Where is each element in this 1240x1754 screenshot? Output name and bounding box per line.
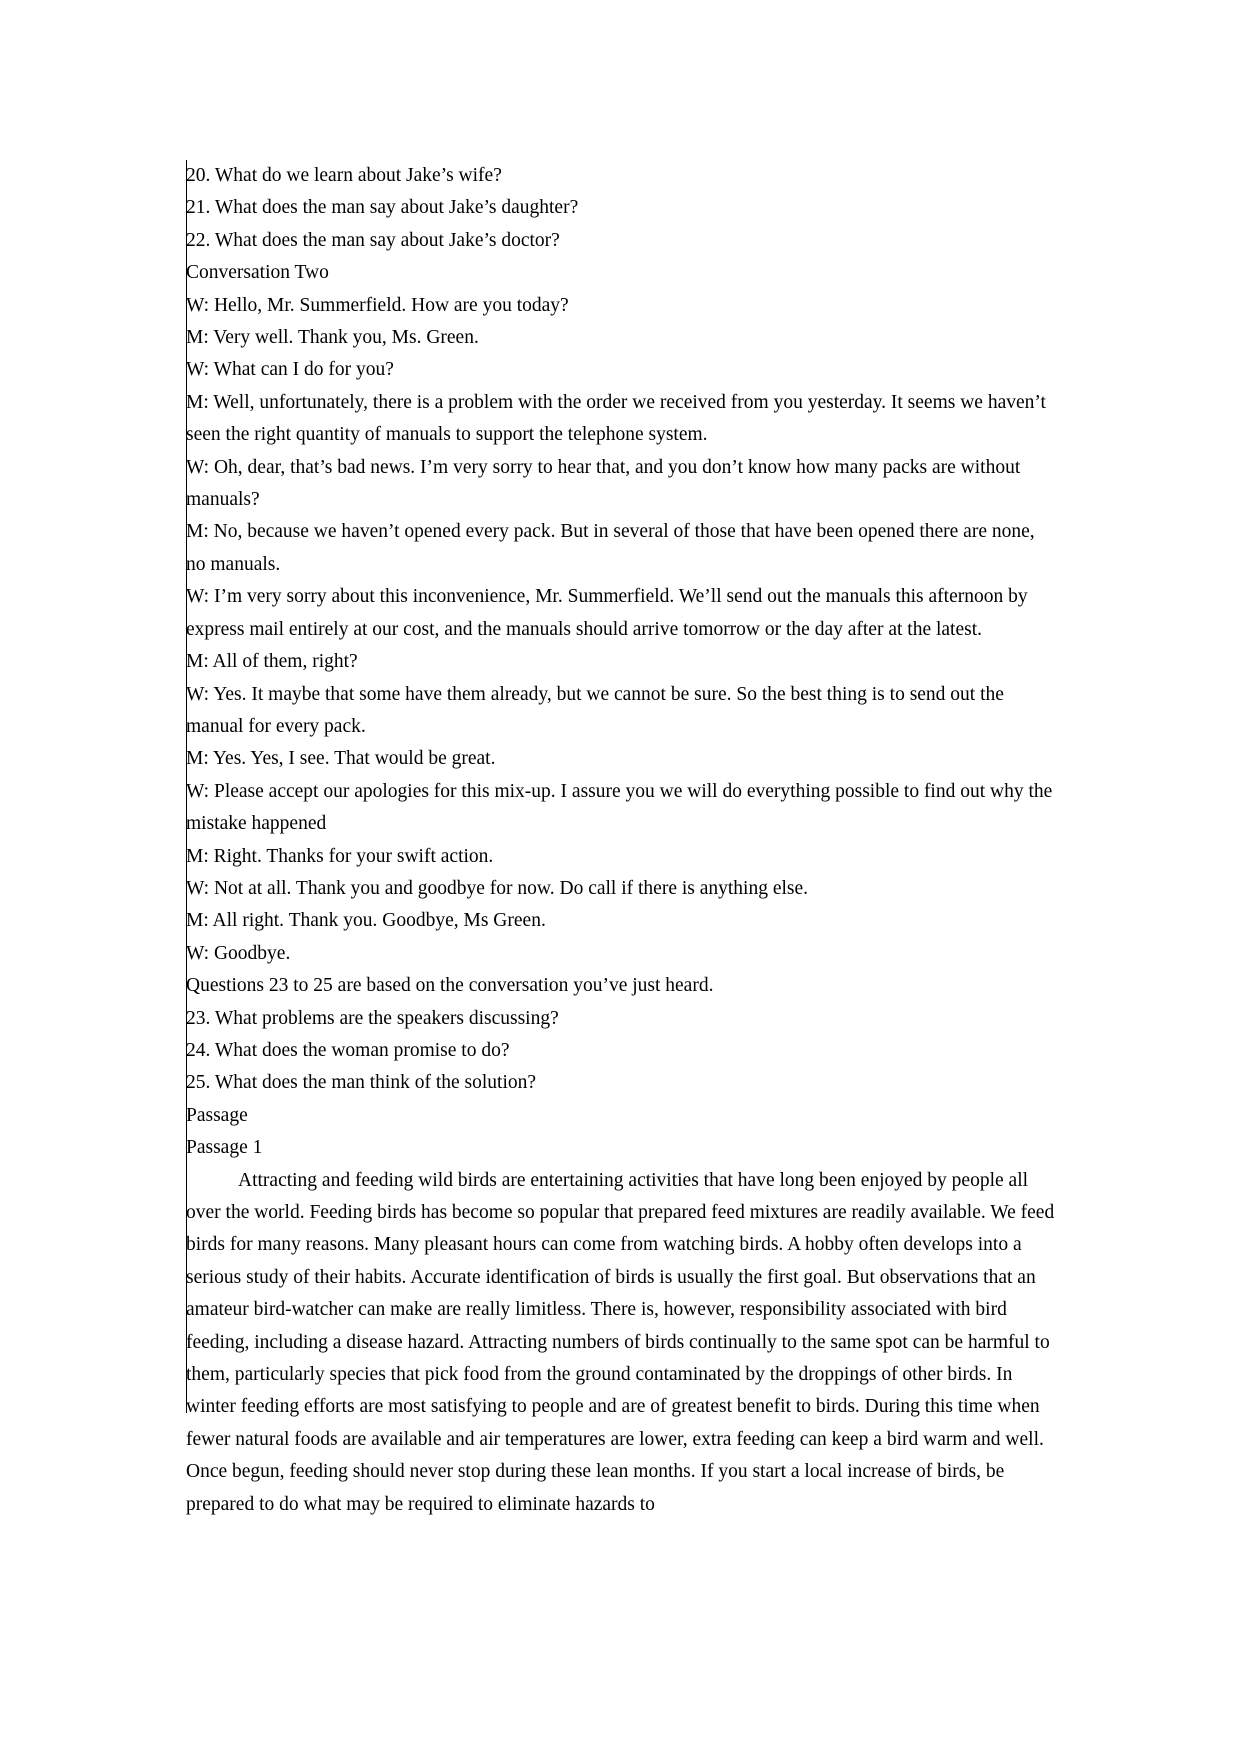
passage-paragraph: Attracting and feeding wild birds are entertaining activities that have long been enjoyed by people all over the world. Feeding birds has become so popular that prepared feed mixtures are readily available. We feed birds for many reasons. Many pleasant hours can come from watching birds. A hobby often develops into a serious study of their habits. Accurate identification of birds is usually the first goal. But observations that an amateur bird-watcher can make are really limitless. There is, however, responsibility associated with bird feeding, including a disease hazard. Attracting numbers of birds continually to the same spot can be harmful to them, particularly species that pick food from the ground contaminated by the droppings of other birds. In winter feeding efforts are most satisfying to people and are of greatest benefit to birds. During this time when fewer natural foods are available and air temperatures are lower, extra feeding can keep a bird warm and well. Once begun, feeding should never stop during these lean months. If you start a local increase of birds, be prepared to do what may be required to eliminate hazards to [186, 1169, 1055, 1515]
transcript-line: W: Yes. It maybe that some have them already, but we cannot be sure. So the best thing is to send out the manual for every pack. [186, 683, 1004, 737]
document-body [186, 160, 1058, 1521]
transcript-line: W: Please accept our apologies for this mix-up. I assure you we will do everything possible to find out why the mistake happened [186, 780, 1053, 835]
transcript-line: 22. What does the man say about Jake’s doctor? [186, 229, 560, 251]
transcript-line: W: Hello, Mr. Summerfield. How are you today? [186, 294, 569, 316]
transcript-line: M: Right. Thanks for your swift action. [186, 845, 494, 867]
transcript-line: M: All right. Thank you. Goodbye, Ms Green. [186, 910, 546, 932]
transcript-line: W: I’m very sorry about this inconvenience, Mr. Summerfield. We’ll send out the manuals this afternoon by express mail entirely at our cost, and the manuals should arrive tomorrow or the day after at the latest. [186, 586, 1028, 640]
section-heading-passage: Passage [186, 1104, 248, 1126]
transcript-line: W: Oh, dear, that’s bad news. I’m very sorry to hear that, and you don’t know how many packs are without manuals? [186, 456, 1021, 511]
transcript-line: W: Not at all. Thank you and goodbye for now. Do call if there is anything else. [186, 877, 809, 899]
transcript-line: 25. What does the man think of the solution? [186, 1072, 537, 1094]
transcript-line: M: Yes. Yes, I see. That would be great. [186, 748, 496, 770]
transcript-line: W: What can I do for you? [186, 359, 394, 381]
transcript-line: M: All of them, right? [186, 651, 358, 673]
transcript-line: M: Very well. Thank you, Ms. Green. [186, 327, 479, 349]
questions-instruction: Questions 23 to 25 are based on the conversation you’ve just heard. [186, 975, 714, 997]
transcript-line: 20. What do we learn about Jake’s wife? [186, 165, 502, 186]
transcript-line: 24. What does the woman promise to do? [186, 1039, 510, 1061]
section-heading-passage-one: Passage 1 [186, 1137, 263, 1159]
transcript-lines [186, 160, 1058, 1165]
transcript-line: 21. What does the man say about Jake’s daughter? [186, 197, 579, 219]
transcript-line: M: No, because we haven’t opened every pack. But in several of those that have been opened there are none, no manuals. [186, 521, 1035, 575]
transcript-line: W: Goodbye. [186, 942, 291, 964]
transcript-line: M: Well, unfortunately, there is a problem with the order we received from you yesterday. It seems we haven’t seen the right quantity of manuals to support the telephone system. [186, 391, 1046, 446]
transcript-line: 23. What problems are the speakers discussing? [186, 1007, 559, 1029]
section-heading-conversation-two: Conversation Two [186, 262, 329, 284]
